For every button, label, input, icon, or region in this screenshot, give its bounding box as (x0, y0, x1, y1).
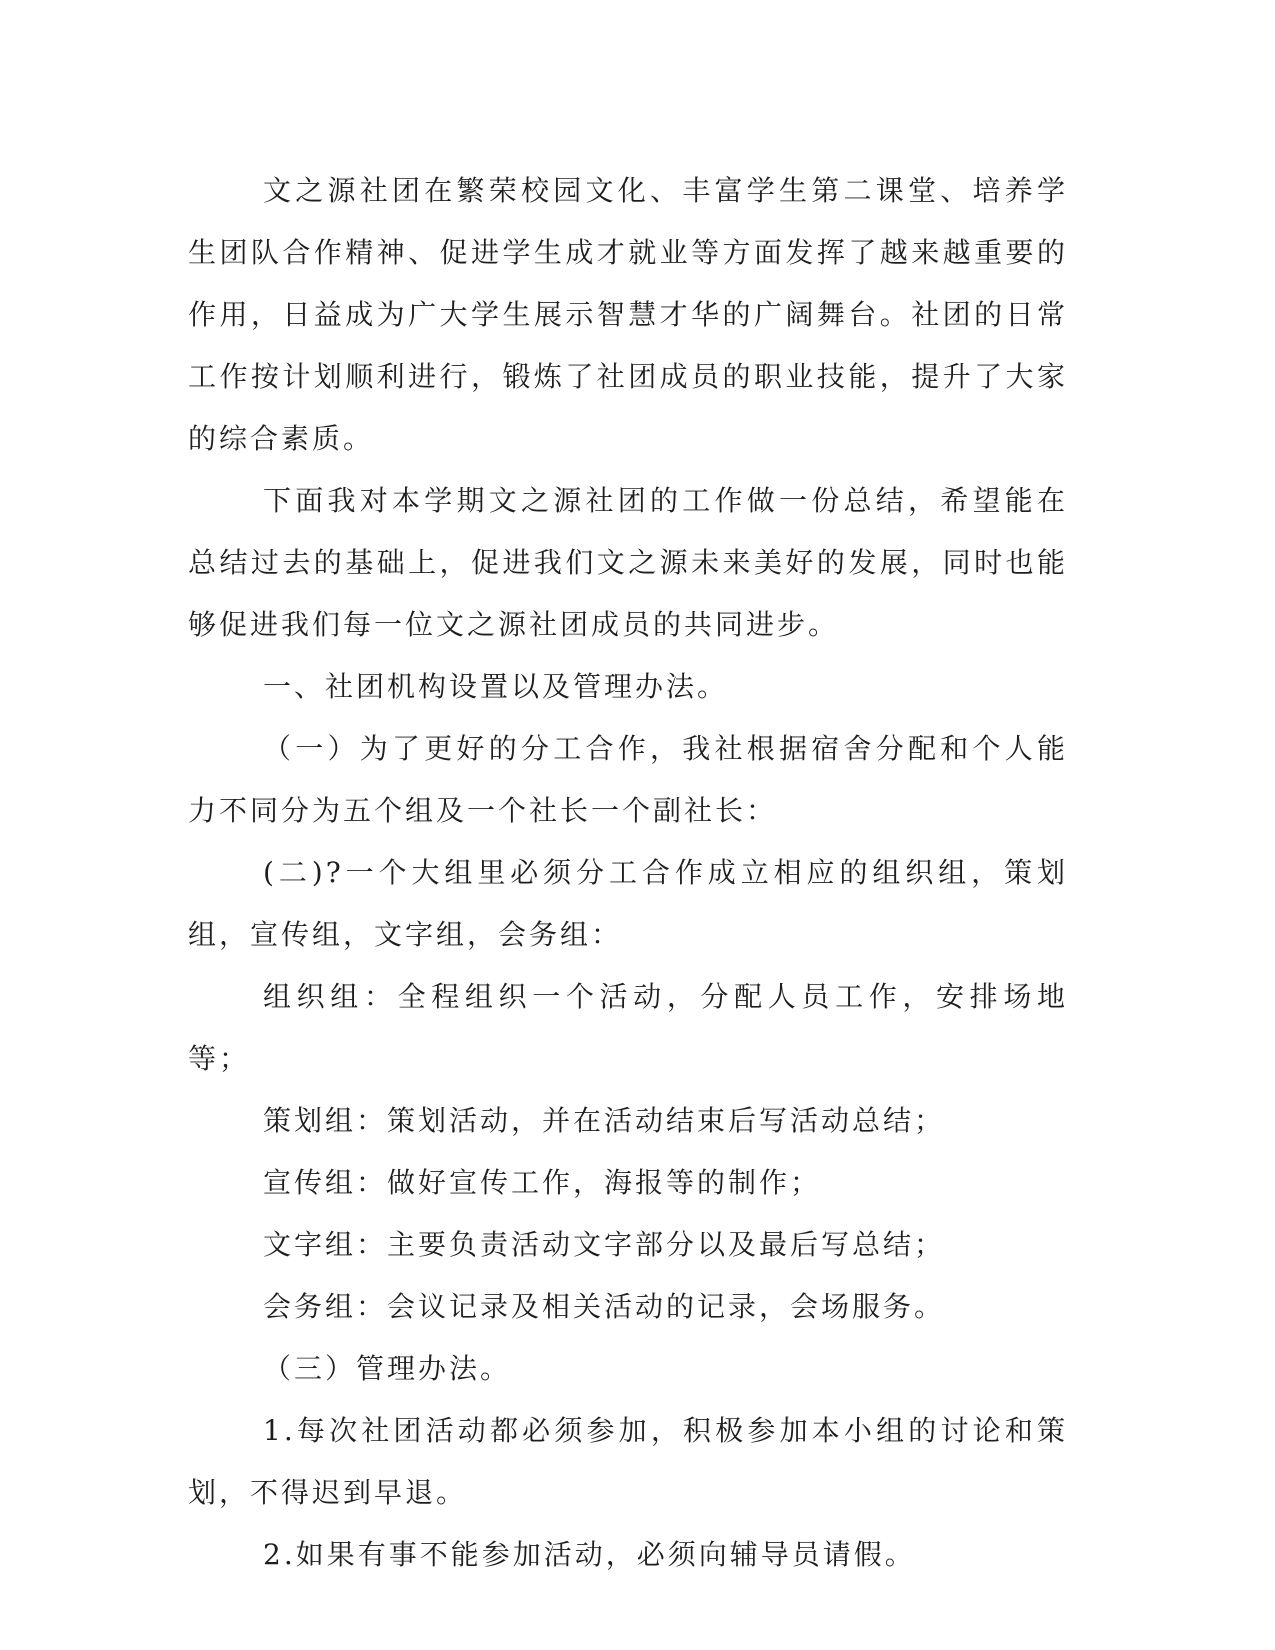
group-planning-item: 策划组：策划活动，并在活动结束后写活动总结； (263, 1104, 946, 1137)
group-publicity-item: 宣传组：做好宣传工作，海报等的制作； (263, 1166, 822, 1199)
subsection-3-heading: （三）管理办法。 (263, 1352, 512, 1385)
summary-intent-paragraph: 下面我对本学期文之源社团的工作做一份总结，希望能在总结过去的基础上，促进我们文之源未来美好的发展，同时也能够促进我们每一位文之源社团成员的共同进步。 (188, 484, 1068, 641)
rule-2-paragraph: 2.如果有事不能参加活动，必须向辅导员请假。 (263, 1538, 916, 1571)
document-body (188, 160, 1068, 1586)
rule-1-paragraph: 1.每次社团活动都必须参加，积极参加本小组的讨论和策划，不得迟到早退。 (188, 1414, 1068, 1509)
group-organization-item: 组织组：全程组织一个活动，分配人员工作，安排场地等； (188, 980, 1068, 1075)
group-writing-item: 文字组：主要负责活动文字部分以及最后写总结； (263, 1228, 946, 1261)
group-meeting-item: 会务组：会议记录及相关活动的记录，会场服务。 (263, 1290, 946, 1323)
intro-paragraph: 文之源社团在繁荣校园文化、丰富学生第二课堂、培养学生团队合作精神、促进学生成才就业等方面发挥了越来越重要的作用，日益成为广大学生展示智慧才华的广阔舞台。社团的日常工作按计划顺利进行，锻炼了社团成员的职业技能，提升了大家的综合素质。 (188, 174, 1068, 455)
section-heading-structure: 一、社团机构设置以及管理办法。 (263, 670, 729, 703)
subsection-2-paragraph: (二)?一个大组里必须分工合作成立相应的组织组，策划组，宣传组，文字组，会务组： (188, 856, 1068, 951)
subsection-1-paragraph: （一）为了更好的分工合作，我社根据宿舍分配和个人能力不同分为五个组及一个社长一个副社长： (188, 732, 1068, 827)
